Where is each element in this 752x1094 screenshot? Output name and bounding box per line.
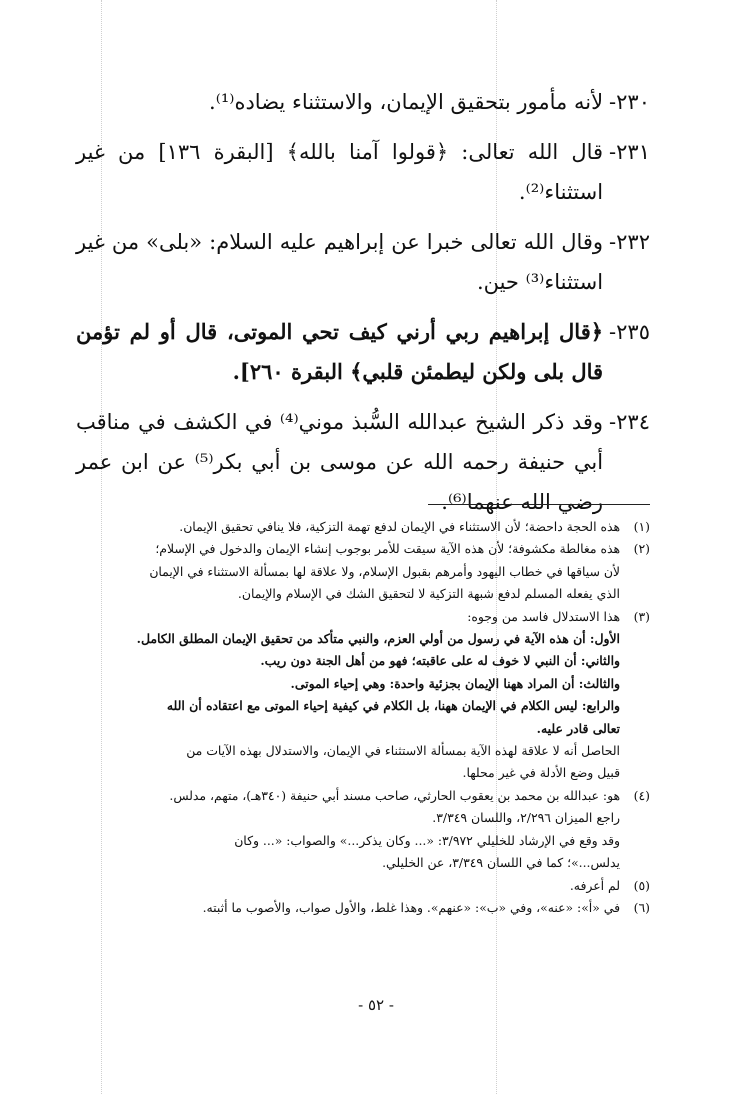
footnote-line: لم أعرفه. bbox=[569, 877, 620, 893]
item-number: ٢٣٤- bbox=[609, 410, 650, 434]
footnote-line: تعالى قادر عليه. bbox=[536, 720, 620, 736]
item-number: ٢٣١- bbox=[609, 140, 650, 164]
footnote-line: والثالث: أن المراد ههنا الإيمان بجزئية واحدة: وهي إحياء الموتى. bbox=[290, 675, 620, 691]
footnote-line: هذا الاستدلال فاسد من وجوه: bbox=[467, 608, 620, 624]
footnote-line: والثاني: أن النبي لا خوف له على عاقبته؛ فهو من أهل الجنة دون ريب. bbox=[260, 653, 620, 669]
item-text: وقال الله تعالى خبرا عن إبراهيم عليه السلام: «بلى» من غير استثناء⁽³⁾ حين. bbox=[76, 230, 604, 294]
footnote-line: الذي يفعله المسلم لدفع شبهة التزكية لا لتحقيق الشك في الإسلام والإيمان. bbox=[237, 586, 620, 602]
footnote-line: وقد وقع في الإرشاد للخليلي ٣/٩٧٢: «... وكان يذكر...» والصواب: «... وكان bbox=[234, 832, 620, 848]
footnote-line: في «أ»: «عنه»، وفي «ب»: «عنهم». وهذا غلط، والأول صواب، والأصوب ما أثبته. bbox=[202, 899, 620, 915]
footnote-number: (٤) bbox=[633, 787, 650, 803]
item-230 bbox=[76, 82, 650, 122]
footnote-1 bbox=[94, 516, 650, 538]
item-232 bbox=[76, 222, 650, 302]
footnote-4 bbox=[94, 785, 650, 875]
page-number: - ٥٢ - bbox=[358, 996, 394, 1014]
footnote-line: الأول: أن هذه الآية في رسول من أولي العزم، والنبي متأكد من تحقيق الإيمان المطلق الكامل. bbox=[136, 631, 620, 647]
item-231 bbox=[76, 132, 650, 212]
footnote-line: راجع الميزان ٢/٢٩٦، واللسان ٣/٣٤٩. bbox=[432, 810, 620, 826]
footnote-6 bbox=[94, 897, 650, 919]
footnote-2 bbox=[94, 538, 650, 605]
footnote-line: يدلس...»؛ كما في اللسان ٣/٣٤٩، عن الخليلي. bbox=[382, 855, 620, 871]
item-number: ٢٣٢- bbox=[609, 230, 650, 254]
item-number: ٢٣٠- bbox=[609, 90, 650, 114]
footnote-line: الحاصل أنه لا علاقة لهذه الآية بمسألة الاستثناء في الإيمان، والاستدلال بهذه الآيات من bbox=[186, 743, 620, 759]
item-text: لأنه مأمور بتحقيق الإيمان، والاستثناء يضاده⁽¹⁾. bbox=[209, 90, 604, 114]
footnote-line: لأن سياقها في خطاب اليهود وأمرهم بقبول الإسلام، ولا علاقة لها بمسألة الاستثناء في الإيمان bbox=[149, 563, 620, 579]
item-text-quran: ﴿قال إبراهيم ربي أرني كيف تحي الموتى، قال أو لم تؤمن قال بلى ولكن ليطمئن قلبي﴾ البقرة ٢٦٠]. bbox=[76, 319, 604, 384]
footnote-separator bbox=[428, 504, 650, 505]
footnote-line: والرابع: ليس الكلام في الإيمان ههنا، بل الكلام في كيفية إحياء الموتى مع اعتقاده أن الله bbox=[166, 698, 620, 714]
footnote-line: هذه الحجة داحضة؛ لأن الاستثناء في الإيمان لدفع تهمة التزكية، فلا ينافي تحقيق الإيمان. bbox=[179, 519, 620, 534]
footnote-number: (٦) bbox=[633, 899, 650, 915]
footnote-number: (٥) bbox=[633, 877, 650, 893]
footnotes bbox=[94, 516, 650, 919]
footnote-line: هو: عبدالله بن محمد بن يعقوب الحارثي، صاحب مسند أبي حنيفة (٣٤٠هـ)، متهم، مدلس. bbox=[169, 787, 620, 803]
footnote-number: (١) bbox=[633, 519, 650, 534]
footnote-line: هذه مغالطة مكشوفة؛ لأن هذه الآية سيقت للأمر بوجوب إنشاء الإيمان والدخول في الإسلام؛ bbox=[155, 541, 620, 557]
item-text: وقد ذكر الشيخ عبدالله السُّبذ موني⁽⁴⁾ في الكشف في مناقب أبي حنيفة رحمه الله عن موسى بن أبي بكر⁽⁵⁾ عن ابن عمر رضي الله عنهما⁽⁶⁾. bbox=[76, 410, 604, 514]
footnote-number: (٣) bbox=[633, 608, 650, 624]
footnote-5 bbox=[94, 875, 650, 897]
item-number: ٢٣٥- bbox=[609, 320, 650, 344]
item-text: قال الله تعالى: ﴿قولوا آمنا بالله﴾ [البقرة ١٣٦] من غير استثناء⁽²⁾. bbox=[76, 140, 604, 204]
footnote-number: (٢) bbox=[633, 541, 650, 557]
item-235 bbox=[76, 312, 650, 392]
main-text bbox=[76, 82, 650, 532]
footnote-3 bbox=[94, 606, 650, 785]
footnote-line: قبيل وضع الأدلة في غير محلها. bbox=[462, 765, 620, 781]
